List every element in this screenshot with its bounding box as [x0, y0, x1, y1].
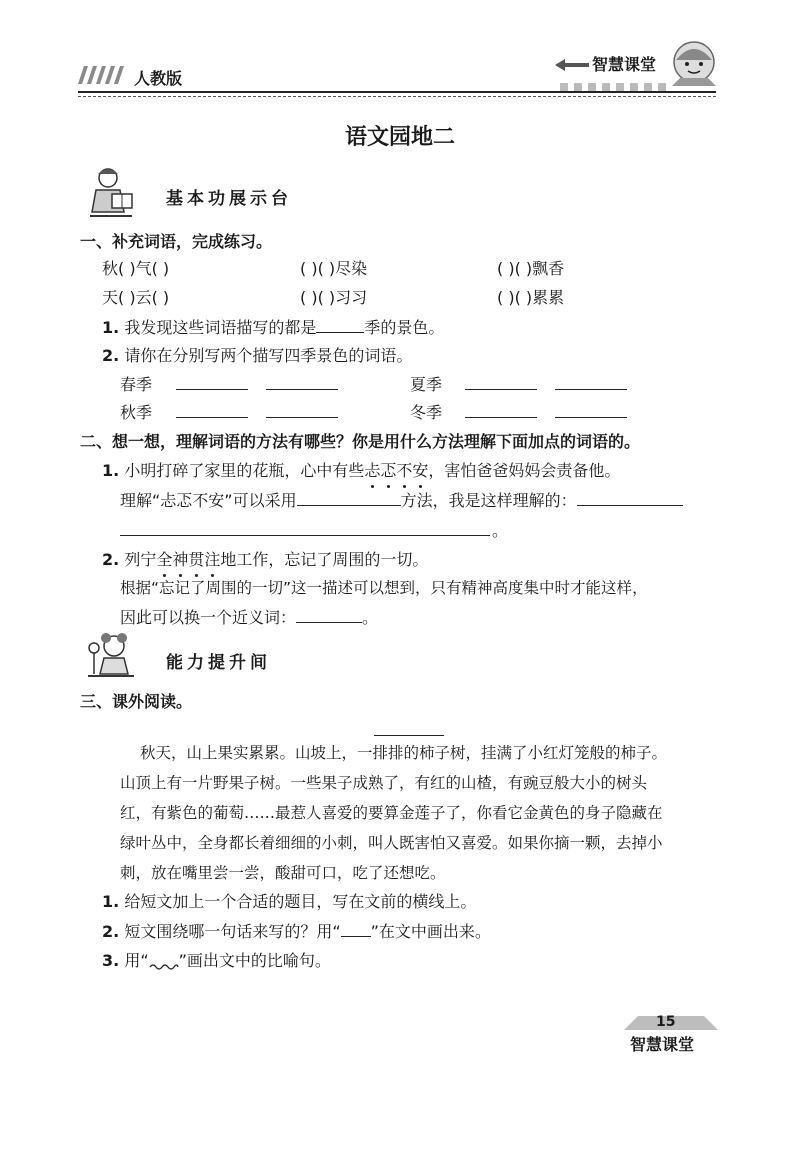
dotted-char: 注	[204, 547, 220, 570]
passage-line: 刺，放在嘴里尝一尝，酸甜可口，吃了还想吃。	[120, 864, 446, 882]
series-label: 智慧课堂	[592, 55, 657, 74]
passage-line: 红，有紫色的葡萄……最惹人喜爱的要算金莲子了，你看它金黄色的身子隐藏在	[120, 804, 663, 822]
section-ability-heading: 能力提升间	[166, 653, 271, 673]
dotted-char: 神	[172, 547, 188, 570]
dotted-char: 全	[156, 547, 172, 570]
passage-line: 绿叶丛中，全身都长着细细的小刺，叫人既害怕又喜爱。如果你摘一颗，去掉小	[120, 834, 663, 852]
q2-sub1	[102, 458, 620, 481]
autumn-blank-1[interactable]	[176, 417, 248, 418]
method-blank[interactable]	[297, 505, 401, 506]
q2-sub1-number: 1.	[102, 461, 120, 480]
wavy-underline-mark	[149, 954, 179, 970]
header-squares	[560, 76, 670, 84]
q2-sub2-pre: 列宁	[124, 550, 157, 569]
q3-sub1	[102, 889, 476, 912]
passage-title-blank[interactable]	[374, 735, 444, 736]
season-winter-label: 冬季	[410, 403, 443, 422]
season-spring-label: 春季	[120, 375, 153, 394]
q2-sub1-line2	[120, 488, 683, 511]
q1-sub1	[102, 315, 444, 338]
q2-sub1-line2-a: 理解“忐忑不安”可以采用	[120, 491, 297, 510]
dotted-char: 不	[396, 458, 412, 481]
passage-line: 秋天，山上果实累累。山坡上，一排排的柿子树，挂满了小红灯笼般的柿子。	[140, 744, 668, 762]
q2-sub2-line2: 根据“忘记了周围的一切”这一描述可以想到，只有精神高度集中时才能这样，	[120, 579, 648, 597]
q2-sub2-line3-a: 因此可以换一个近义词：	[120, 608, 297, 627]
header-rule	[78, 91, 716, 93]
q1-word-2: ( )( )尽染	[300, 259, 368, 278]
boy-reading-icon	[86, 166, 136, 218]
summer-blank-2[interactable]	[555, 389, 627, 390]
synonym-blank[interactable]	[296, 622, 362, 623]
header-stripes	[78, 66, 124, 84]
spring-blank-2[interactable]	[266, 389, 338, 390]
q3-sub3-text-b: ”画出文中的比喻句。	[178, 951, 331, 970]
q3-sub2-number: 2.	[102, 922, 120, 941]
q1-heading: 一、补充词语，完成练习。	[80, 232, 273, 251]
dotted-char: 安	[412, 458, 428, 481]
straight-underline-mark	[341, 936, 371, 937]
arrow-icon	[555, 56, 589, 68]
winter-blank-1[interactable]	[465, 417, 537, 418]
q1-sub2-text: 请你在分别写两个描写四季景色的词语。	[124, 346, 413, 365]
summer-blank-1[interactable]	[465, 389, 537, 390]
page-number: 15	[656, 1014, 676, 1030]
page-title: 语文园地二	[344, 124, 455, 150]
q3-sub2	[102, 919, 491, 942]
section-basic-heading: 基本功展示台	[166, 189, 292, 209]
dotted-char: 忐	[364, 458, 380, 481]
winter-blank-2[interactable]	[555, 417, 627, 418]
q1-word-3: ( )( )飘香	[497, 259, 565, 278]
q1-sub2-number: 2.	[102, 346, 120, 365]
q3-sub3-text-a: 用“	[124, 951, 149, 970]
q1-sub1-number: 1.	[102, 318, 120, 337]
q1-sub1-text-a: 我发现这些词语描写的都是	[124, 318, 317, 337]
q1-sub2	[102, 343, 412, 366]
q3-sub2-text-b: ”在文中画出来。	[370, 922, 491, 941]
q2-sub2-line3-b: 。	[362, 608, 379, 627]
q3-sub3-number: 3.	[102, 951, 120, 970]
season-summer	[410, 372, 442, 395]
q1-word-6: ( )( )累累	[497, 288, 565, 307]
season-spring	[120, 372, 152, 395]
q1-sub1-blank[interactable]	[316, 332, 364, 333]
q3-heading: 三、课外阅读。	[80, 692, 193, 711]
understanding-blank-2[interactable]	[120, 535, 490, 536]
edition-label: 人教版	[134, 69, 183, 88]
q3-sub3	[102, 948, 331, 971]
season-summer-label: 夏季	[410, 375, 443, 394]
girl-mascot-icon	[668, 40, 720, 90]
q3-sub1-number: 1.	[102, 892, 120, 911]
q2-sub2	[102, 547, 428, 570]
q1-word-1: 秋( )气( )	[102, 259, 170, 278]
q1-sub1-text-b: 季的景色。	[364, 318, 445, 337]
q2-heading: 二、想一想，理解词语的方法有哪些？你是用什么方法理解下面加点的词语的。	[80, 432, 641, 451]
q2-sub2-post: 地工作，忘记了周围的一切。	[220, 550, 429, 569]
passage-line: 山顶上有一片野果子树。一些果子成熟了，有红的山楂，有豌豆般大小的树头	[120, 774, 648, 792]
autumn-blank-2[interactable]	[266, 417, 338, 418]
season-autumn-label: 秋季	[120, 403, 153, 422]
footer-series-label: 智慧课堂	[630, 1035, 695, 1054]
dotted-char: 贯	[188, 547, 204, 570]
header-rule-dotted	[78, 96, 716, 97]
season-autumn	[120, 400, 152, 423]
q3-sub1-text: 给短文加上一个合适的题目，写在文前的横线上。	[124, 892, 477, 911]
q1-word-5: ( )( )习习	[300, 288, 368, 307]
q1-word-4: 天( )云( )	[102, 288, 170, 307]
q3-sub2-text-a: 短文围绕哪一句话来写的？用“	[124, 922, 341, 941]
season-winter	[410, 400, 442, 423]
q2-sub1-line2-b: 方法，我是这样理解的：	[400, 491, 577, 510]
girl-flower-icon	[86, 632, 136, 678]
understanding-blank-1[interactable]	[577, 505, 683, 506]
q2-sub1-post: ，害怕爸爸妈妈会责备他。	[428, 461, 621, 480]
q2-sub2-line3	[120, 605, 378, 628]
q2-sub1-pre: 小明打碎了家里的花瓶，心中有些	[124, 461, 365, 480]
spring-blank-1[interactable]	[176, 389, 248, 390]
q2-sub1-period: 。	[492, 521, 509, 540]
dotted-char: 忑	[380, 458, 396, 481]
q2-sub2-number: 2.	[102, 550, 120, 569]
